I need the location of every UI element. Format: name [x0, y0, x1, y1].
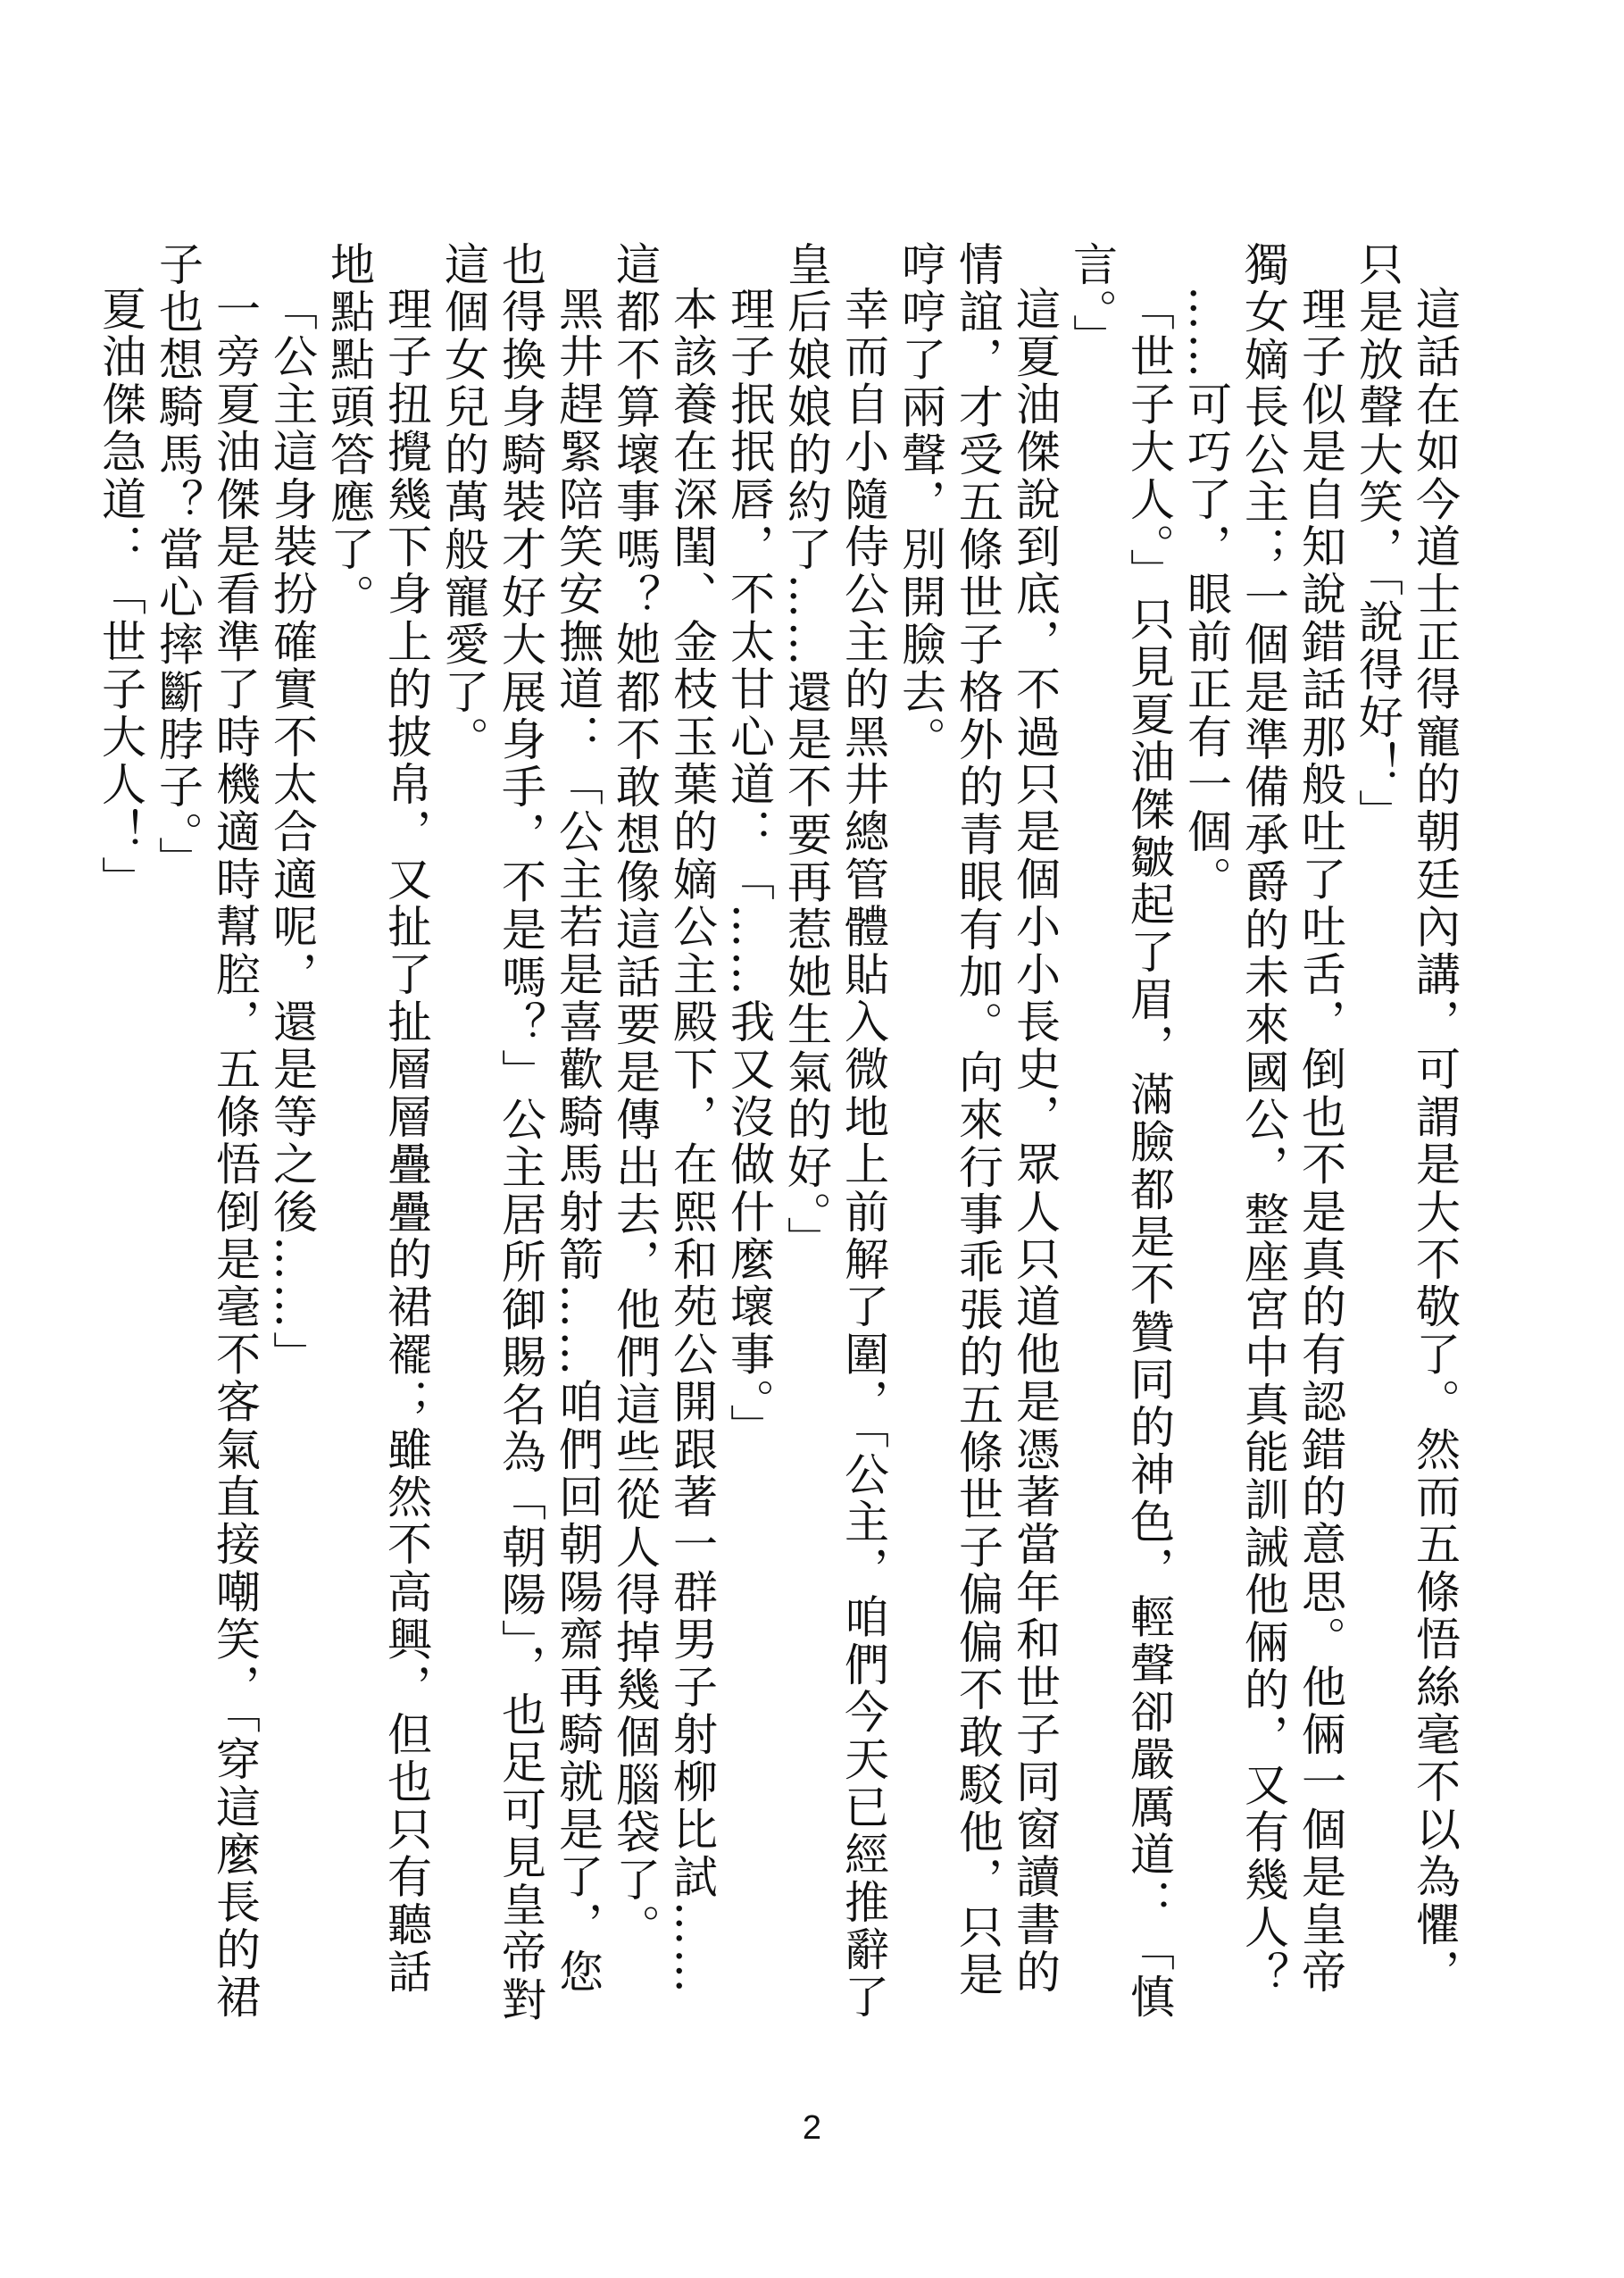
paragraph-13: 夏油傑急道：「世子大人！」: [95, 286, 146, 904]
vertical-text-body: [92, 241, 1463, 2036]
paragraph-11: 「公主這身裝扮確實不太合適呢，還是等之後……」: [266, 286, 318, 1379]
page-number: 2: [802, 2109, 822, 2147]
paragraph-1: 這話在如今道士正得寵的朝廷內講，可謂是大不敬了。然而五條悟絲毫不以為懼，只是放聲大笑，「說得好！」: [1352, 241, 1461, 1997]
paragraph-8: 本該養在深閨、金枝玉葉的嫡公主殿下，在熙和苑公開跟著一群男子射柳比試……這都不算壞事嗎？她都不敢想像這話要是傳出去，他們這些從人得掉幾個腦袋了。: [609, 241, 718, 1997]
paragraph-9: 黑井趕緊陪笑安撫道：「公主若是喜歡騎馬射箭……咱們回朝陽齋再騎就是了，您也得換身騎裝才好大展身手，不是嗎？」公主居所御賜名為「朝陽」，也足可見皇帝對這個女兒的萬般寵愛了。: [437, 241, 604, 2024]
paragraph-5: 這夏油傑說到底，不過只是個小小長史，眾人只道他是憑著當年和世子同窗讀書的情誼，才受五條世子格外的青眼有加。向來行事乖張的五條世子偏偏不敢駁他，只是哼哼了兩聲，別開臉去。: [895, 241, 1061, 1999]
paragraph-2: 理子似是自知說錯話那般吐了吐舌，倒也不是真的有認錯的意思。他倆一個是皇帝獨女嫡長公主；一個是準備承爵的未來國公，整座宮中真能訓誡他倆的，又有幾人？: [1237, 241, 1346, 1999]
paragraph-6: 幸而自小隨侍公主的黑井總管體貼入微地上前解了圍，「公主，咱們今天已經推辭了皇后娘娘的約了……還是不要再惹她生氣的好。」: [780, 241, 889, 2022]
paragraph-10: 理子扭攪幾下身上的披帛，又扯了扯層層疊疊的裙襬；雖然不高興，但也只有聽話地點點頭答應了。: [323, 241, 432, 1997]
paragraph-4: 「世子大人。」只見夏油傑皺起了眉，滿臉都是不贊同的神色，輕聲卻嚴厲道：「慎言。」: [1066, 241, 1175, 2022]
paragraph-12: 一旁夏油傑是看準了時機適時幫腔，五條悟倒是毫不客氣直接嘲笑，「穿這麼長的裙子也想騎馬？當心摔斷脖子。」: [152, 241, 261, 2022]
paragraph-3: ……可巧了，眼前正有一個。: [1180, 286, 1232, 904]
paragraph-7: 理子抿抿唇，不太甘心道：「……我又沒做什麼壞事。」: [723, 286, 775, 1451]
